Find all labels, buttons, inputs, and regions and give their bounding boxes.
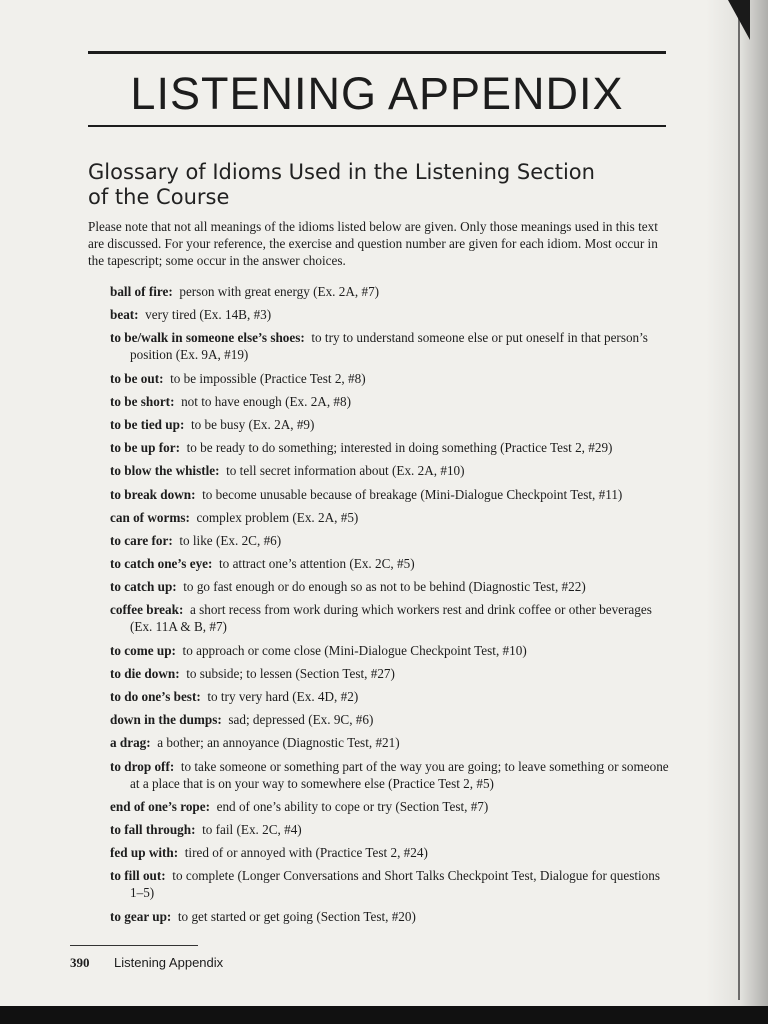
glossary-definition: a bother; an annoyance (Diagnostic Test, #21) <box>157 735 400 751</box>
glossary-entry <box>110 578 670 595</box>
glossary-definition: to try very hard (Ex. 4D, #2) <box>207 689 359 704</box>
footer-rule <box>70 945 198 946</box>
title-bottom-rule <box>88 125 666 127</box>
glossary-term: to come up: <box>110 642 176 658</box>
glossary-entry <box>110 734 670 751</box>
glossary-definition: to be ready to do something; interested in doing something (Practice Test 2, #29) <box>186 440 613 456</box>
glossary-entry <box>110 642 670 659</box>
glossary-entry <box>110 486 670 503</box>
glossary-definition: to attract one’s attention (Ex. 2C, #5) <box>219 556 415 572</box>
glossary-term: to blow the whistle: <box>110 463 220 479</box>
section-heading: Glossary of Idioms Used in the Listening Section of the Course <box>88 160 595 209</box>
glossary-term: to catch one’s eye: <box>110 556 213 572</box>
glossary-definition: end of one’s ability to cope or try (Section Test, #7) <box>216 798 489 814</box>
glossary-definition: person with great energy (Ex. 2A, #7) <box>179 284 380 299</box>
glossary-term: to do one’s best: <box>110 689 201 704</box>
corner-fold <box>728 0 750 40</box>
glossary-definition: to take someone or something part of the way you are going; to leave something or someone at a place that is on your way to somewhere else (Practice Test 2, #5) <box>130 758 669 791</box>
glossary-definition: to become unusable because of breakage (Mini-Dialogue Checkpoint Test, #11) <box>202 486 623 502</box>
intro-paragraph: Please note that not all meanings of the idioms listed below are given. Only those meanings used in this text are discussed. For your reference, the exercise and question number are given for each idiom. Most occur in the tapescript; some occur in the answer choices. <box>88 219 658 268</box>
glossary-term: down in the dumps: <box>110 712 222 728</box>
glossary-term: to fill out: <box>110 868 166 884</box>
glossary-definition: very tired (Ex. 14B, #3) <box>145 307 272 323</box>
glossary-term: a drag: <box>110 735 151 751</box>
glossary-entry <box>110 821 670 838</box>
glossary-term: to catch up: <box>110 579 177 595</box>
glossary-entry <box>110 688 670 705</box>
glossary-entry <box>110 844 670 861</box>
glossary-term: end of one’s rope: <box>110 798 211 814</box>
glossary-term: to die down: <box>110 665 180 681</box>
glossary-term: to fall through: <box>110 821 196 837</box>
glossary-entry <box>110 416 670 433</box>
glossary-definition: a short recess from work during which workers rest and drink coffee or other beverages (Ex. 11A & B, #7) <box>130 602 652 635</box>
glossary-entry <box>110 867 670 901</box>
glossary-term: ball of fire: <box>110 284 173 299</box>
glossary-entry <box>110 439 670 456</box>
glossary-definition: tired of or annoyed with (Practice Test 2, #24) <box>184 845 428 861</box>
glossary-entry <box>110 758 670 792</box>
glossary-entry <box>110 601 670 635</box>
glossary-definition: to complete (Longer Conversations and Short Talks Checkpoint Test, Dialogue for questions 1–5) <box>130 868 660 901</box>
scan-bottom-edge <box>0 1006 768 1024</box>
glossary-term: can of worms: <box>110 509 190 525</box>
glossary-entry <box>110 306 670 323</box>
page-number: 390 <box>70 955 90 970</box>
glossary-definition: complex problem (Ex. 2A, #5) <box>196 509 359 525</box>
glossary-entry <box>110 532 670 549</box>
glossary-definition: to try to understand someone else or put oneself in that person’s position (Ex. 9A, #19) <box>130 330 648 363</box>
glossary-term: fed up with: <box>110 845 179 861</box>
glossary-entry <box>110 329 670 363</box>
glossary-term: to drop off: <box>110 758 175 774</box>
binding-edge <box>738 0 740 1000</box>
glossary-definition: to fail (Ex. 2C, #4) <box>202 821 302 837</box>
glossary-entry <box>110 555 670 572</box>
glossary-definition: sad; depressed (Ex. 9C, #6) <box>228 712 374 728</box>
glossary-entry <box>110 798 670 815</box>
running-footer: Listening Appendix <box>114 955 224 970</box>
glossary-entry <box>110 462 670 479</box>
title-top-rule <box>88 51 666 54</box>
glossary-term: to break down: <box>110 486 196 502</box>
glossary-definition: to be busy (Ex. 2A, #9) <box>190 416 315 432</box>
glossary-definition: to approach or come close (Mini-Dialogue Checkpoint Test, #10) <box>182 642 527 658</box>
glossary-list <box>110 283 670 931</box>
glossary-entry <box>110 711 670 728</box>
glossary-entry <box>110 908 670 925</box>
glossary-term: to be tied up: <box>110 416 185 432</box>
glossary-definition: to subside; to lessen (Section Test, #27) <box>186 665 395 681</box>
glossary-term: to be/walk in someone else’s shoes: <box>110 330 305 346</box>
glossary-entry <box>110 393 670 410</box>
glossary-entry <box>110 509 670 526</box>
glossary-definition: not to have enough (Ex. 2A, #8) <box>181 393 351 409</box>
glossary-definition: to go fast enough or do enough so as not to be behind (Diagnostic Test, #22) <box>183 579 586 595</box>
glossary-definition: to get started or get going (Section Test, #20) <box>177 908 416 924</box>
glossary-entry <box>110 665 670 682</box>
glossary-term: to care for: <box>110 532 173 548</box>
glossary-term: to be up for: <box>110 440 180 456</box>
page-title: LISTENING APPENDIX <box>130 68 624 119</box>
glossary-term: coffee break: <box>110 602 184 618</box>
page-gutter-shadow <box>706 0 768 1024</box>
glossary-definition: to tell secret information about (Ex. 2A, #10) <box>226 463 465 479</box>
glossary-entry <box>110 370 670 387</box>
glossary-term: beat: <box>110 307 139 323</box>
glossary-term: to be short: <box>110 393 175 409</box>
glossary-term: to be out: <box>110 370 164 386</box>
glossary-definition: to like (Ex. 2C, #6) <box>179 532 282 548</box>
glossary-entry <box>110 283 670 300</box>
glossary-term: to gear up: <box>110 908 172 924</box>
glossary-definition: to be impossible (Practice Test 2, #8) <box>170 370 366 386</box>
